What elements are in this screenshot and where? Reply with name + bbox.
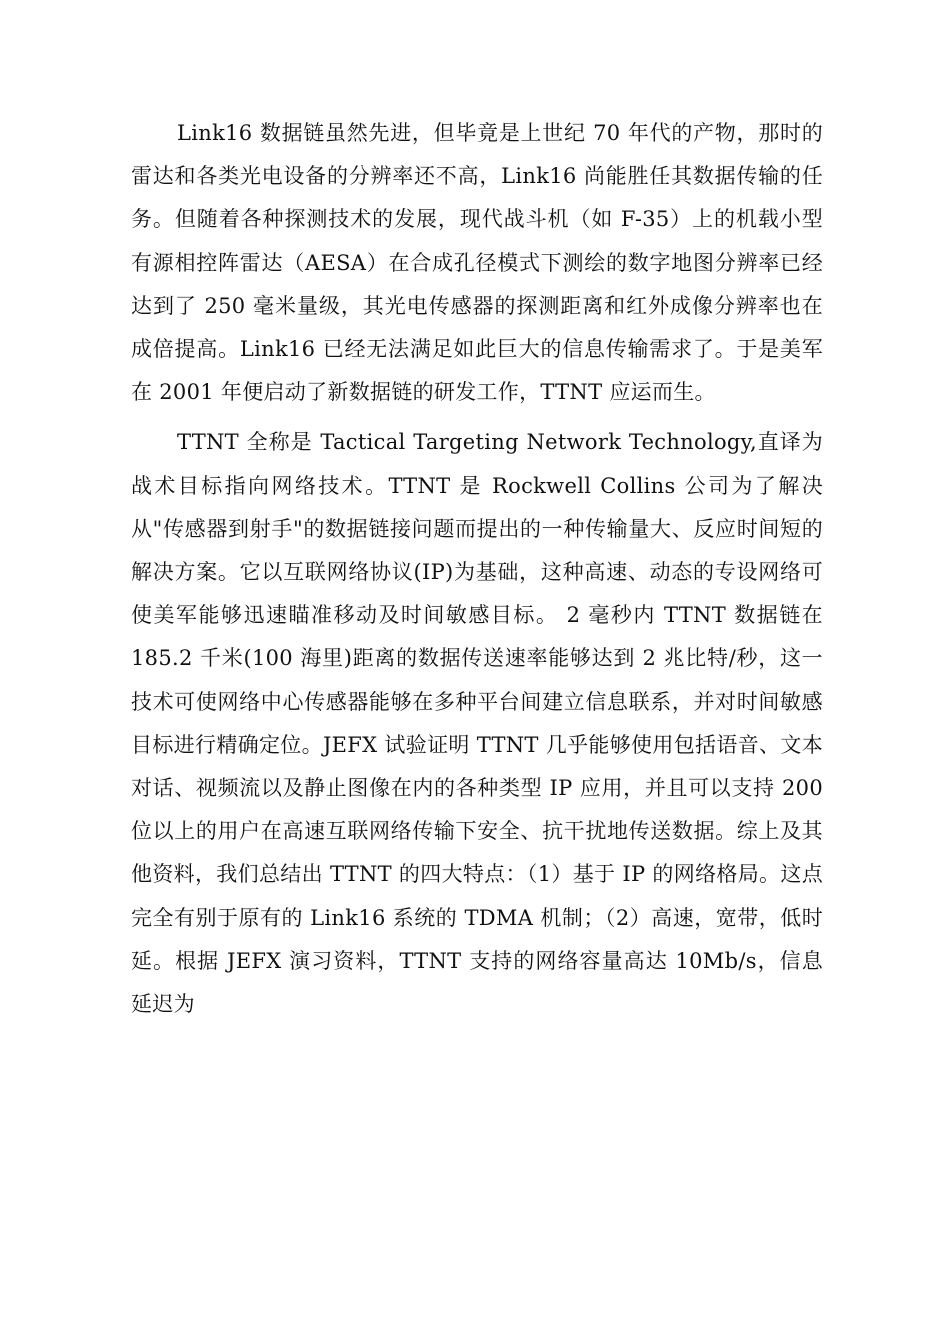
- paragraph-link16-background: Link16 数据链虽然先进，但毕竟是上世纪 70 年代的产物，那时的雷达和各类光电设备的分辨率还不高，Link16 尚能胜任其数据传输的任务。但随着各种探测技术的发展，现代战斗机（如 F-35）上的机载小型有源相控阵雷达（AESA）在合成孔径模式下测绘的数字地图分辨率已经达到了 250 毫米量级，其光电传感器的探测距离和红外成像分辨率也在成倍提高。Link16 已经无法满足如此巨大的信息传输需求了。于是美军在 2001 年便启动了新数据链的研发工作，TTNT 应运而生。: [131, 121, 823, 405]
- document-body: [131, 112, 823, 1026]
- paragraph-ttnt-description: TTNT 全称是 Tactical Targeting Network Technology,直译为战术目标指向网络技术。TTNT 是 Rockwell Collins 公司为了解决从"传感器到射手"的数据链接问题而提出的一种传输量大、反应时间短的解决方案。它以互联网络协议(IP)为基础，这种高速、动态的专设网络可使美军能够迅速瞄准移动及时间敏感目标。 2 毫秒内 TTNT 数据链在 185.2 千米(100 海里)距离的数据传送速率能够达到 2 兆比特/秒，这一技术可使网络中心传感器能够在多种平台间建立信息联系，并对时间敏感目标进行精确定位。JEFX 试验证明 TTNT 几乎能够使用包括语音、文本对话、视频流以及静止图像在内的各种类型 IP 应用，并且可以支持 200 位以上的用户在高速互联网络传输下安全、抗干扰地传送数据。综上及其他资料，我们总结出 TTNT 的四大特点：（1）基于 IP 的网络格局。这点完全有别于原有的 Link16 系统的 TDMA 机制；（2）高速，宽带，低时延。根据 JEFX 演习资料，TTNT 支持的网络容量高达 10Mb/s，信息延迟为: [131, 430, 823, 1017]
